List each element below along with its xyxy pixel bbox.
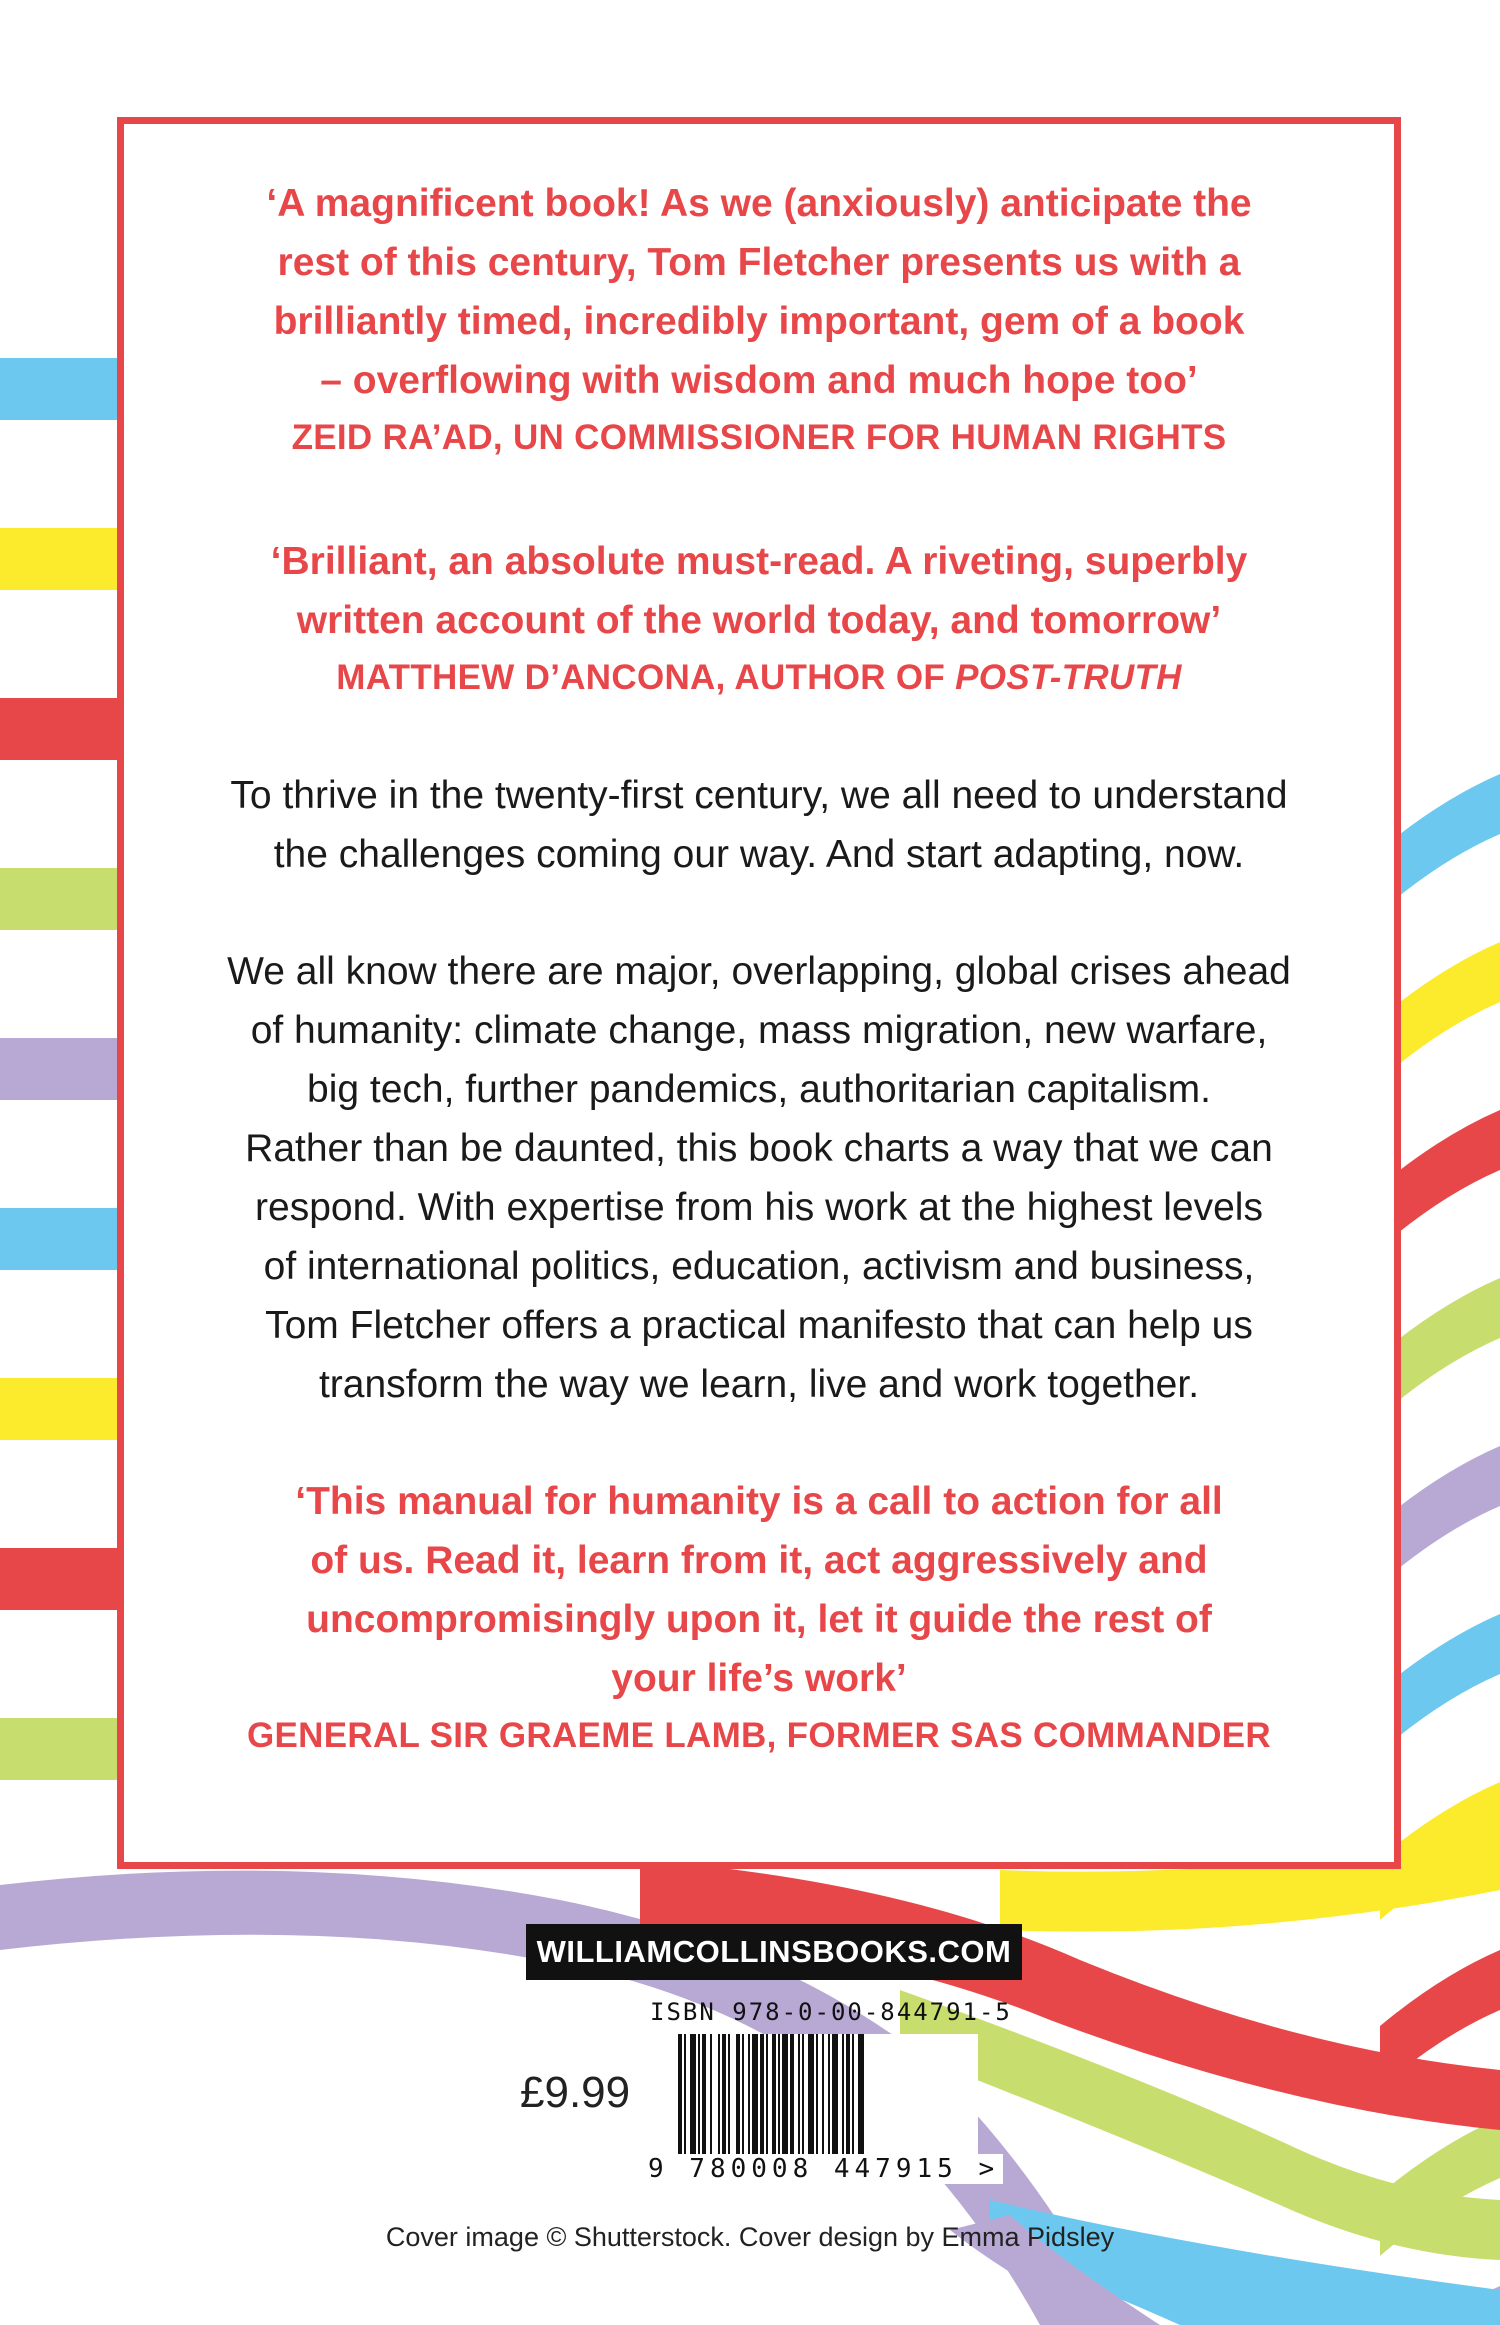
barcode-bar (828, 2034, 830, 2156)
quote-attribution-1: ZEID RA’AD, UN COMMISSIONER FOR HUMAN RIGHTS (291, 418, 1227, 457)
barcode-bar (752, 2034, 758, 2156)
barcode-bar (816, 2034, 818, 2156)
left-stripe (0, 698, 130, 760)
barcode-bar (684, 2034, 686, 2156)
left-stripe (0, 358, 130, 420)
barcode-bar (698, 2034, 700, 2156)
left-stripe (0, 1038, 130, 1100)
barcode-bars (672, 2034, 978, 2166)
barcode-bar (702, 2034, 706, 2156)
quote-text-2: ‘Brilliant, an absolute must-read. A riveting, superbly written account of the world today, and tomorrow’ (270, 540, 1248, 642)
price-label: £9.99 (520, 2068, 631, 2117)
barcode-bar (808, 2034, 814, 2156)
quote-attribution-2 (124, 650, 1394, 706)
barcode-bar (736, 2034, 740, 2156)
barcode-bar (822, 2034, 824, 2156)
barcode-bar (842, 2034, 844, 2156)
quote-block-2 (124, 532, 1394, 706)
isbn-number: ISBN 978-0-00-844791-5 (650, 1998, 1012, 2026)
barcode-bar (846, 2034, 850, 2156)
barcode-bar (722, 2034, 726, 2156)
barcode-bar (832, 2034, 838, 2156)
left-stripe (0, 868, 130, 930)
quote-text-3: ‘This manual for humanity is a call to action for all of us. Read it, learn from it, act aggressively and uncompromisingly upon it, let it guide the rest of your life’s work’ (295, 1480, 1223, 1700)
barcode-bar (778, 2034, 780, 2156)
barcode-bar (802, 2034, 804, 2156)
left-stripe (0, 1718, 130, 1780)
left-stripe (0, 1378, 130, 1440)
barcode-bar (748, 2034, 750, 2156)
quote-attribution-3: GENERAL SIR GRAEME LAMB, FORMER SAS COMMANDER (247, 1716, 1271, 1755)
barcode-bar (798, 2034, 800, 2156)
blurb-text-1: To thrive in the twenty-first century, we all need to understand the challenges coming our way. And start adapting, now. (230, 774, 1288, 876)
barcode-bar (718, 2034, 720, 2156)
barcode-bar (760, 2034, 764, 2156)
left-stripe (0, 1208, 130, 1270)
barcode-bar (710, 2034, 712, 2156)
barcode-bar (728, 2034, 730, 2156)
blurb-paragraph-2 (124, 942, 1394, 1414)
quote-block-1 (124, 174, 1394, 466)
blurb-text-2: We all know there are major, overlapping, global crises ahead of humanity: climate change, mass migration, new warfare, big tech, further pandemics, authoritarian capitalism. Rather than be daunted, this book charts a way that we can respond. With expertise from his work at the highest levels of international politics, education, activism and business, Tom Fletcher offers a practical manifesto that can help us transform the way we learn, live and work together. (227, 950, 1291, 1406)
blurb-paragraph-1 (124, 766, 1394, 884)
blurb-panel (117, 117, 1401, 1869)
quote-block-3 (124, 1472, 1394, 1764)
cover-credit: Cover image © Shutterstock. Cover design by Emma Pidsley (385, 2222, 1115, 2252)
barcode-bar (790, 2034, 794, 2156)
barcode-bar (690, 2034, 696, 2156)
barcode-bar (678, 2034, 682, 2156)
quote-text-1: ‘A magnificent book! As we (anxiously) anticipate the rest of this century, Tom Fletcher presents us with a brilliantly timed, incredibly important, gem of a book – overflowing with wisdom and much hope too’ (266, 182, 1252, 402)
attribution-book-title: POST-TRUTH (955, 658, 1182, 697)
barcode-bar (858, 2034, 864, 2156)
barcode-bar (742, 2034, 744, 2156)
barcode-bar (766, 2034, 768, 2156)
barcode (672, 2034, 978, 2166)
barcode-digits: 9 780008 447915 > (644, 2154, 1003, 2184)
publisher-website: WILLIAMCOLLINSBOOKS.COM (526, 1924, 1022, 1980)
barcode-bar (782, 2034, 788, 2156)
barcode-bar (772, 2034, 776, 2156)
left-stripe (0, 1548, 130, 1610)
barcode-bar (852, 2034, 854, 2156)
attribution-prefix: MATTHEW D’ANCONA, AUTHOR OF (336, 658, 956, 697)
left-stripe (0, 528, 130, 590)
